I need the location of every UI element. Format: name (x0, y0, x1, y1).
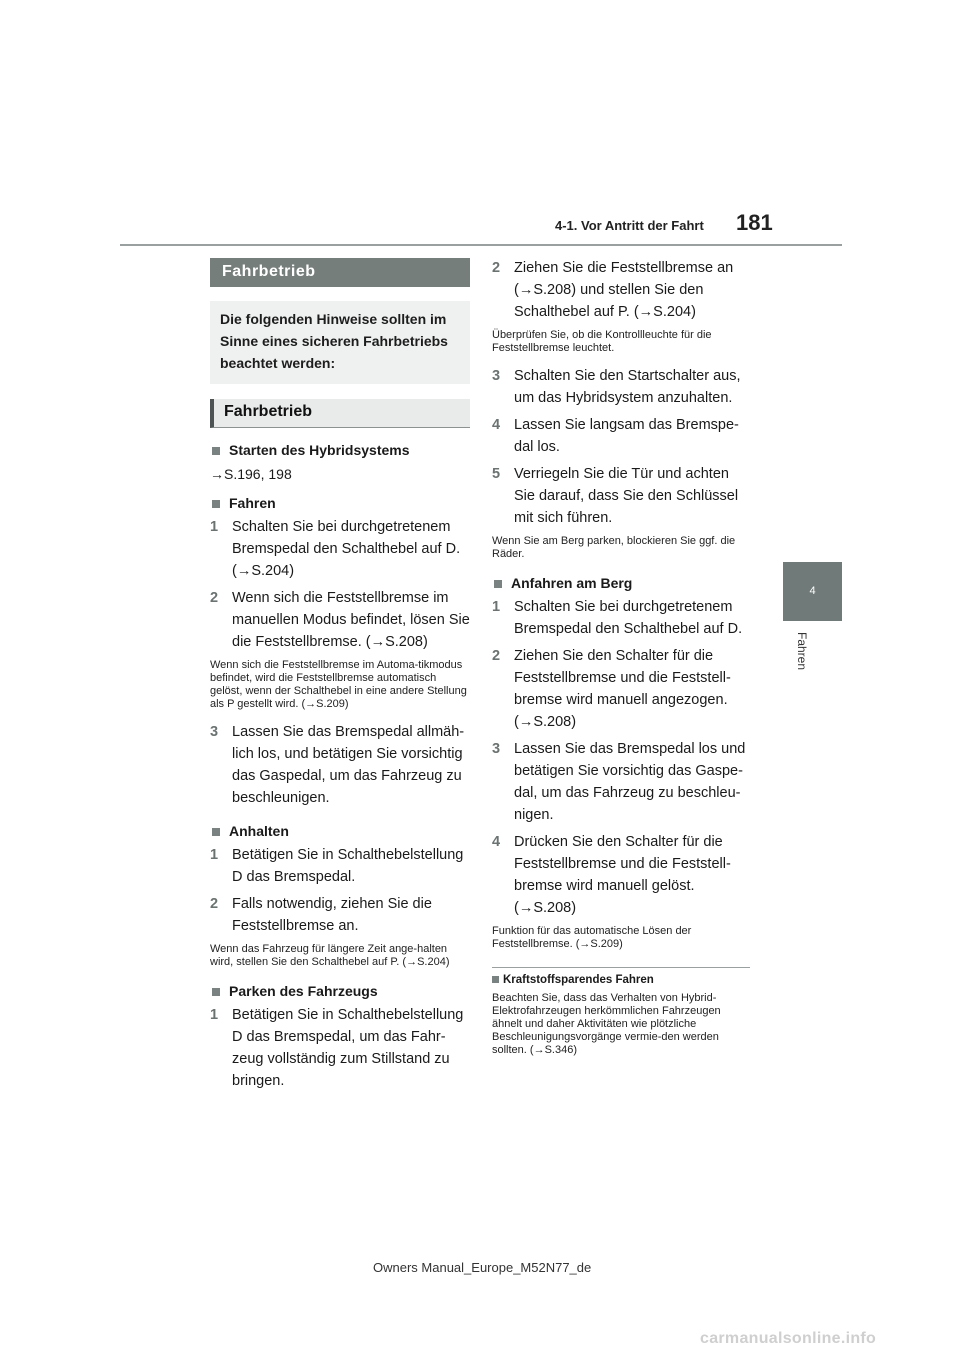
note-text: Überprüfen Sie, ob die Kontrollleuchte für die Feststellbremse leuchtet. (492, 329, 712, 354)
topic-heading-start: Starten des Hybridsystems (210, 442, 470, 458)
note-text: Wenn Sie am Berg parken, blockieren Sie ggf. die Räder. (492, 535, 736, 560)
step-item (492, 738, 750, 826)
step-number: 2 (492, 648, 501, 664)
square-bullet-icon (212, 500, 220, 508)
section-title-bar: Fahrbetrieb (210, 258, 470, 287)
step-text: Wenn sich die Feststellbremse im manuellen Modus befindet, lösen Sie die Feststellbremse. (→S.208) (232, 590, 470, 650)
page-number: 181 (736, 210, 773, 235)
square-bullet-icon (212, 988, 220, 996)
chapter-tab-label: Fahren (795, 632, 809, 671)
chapter-tab: 4 (783, 562, 842, 621)
step-item (210, 721, 470, 809)
step-number: 3 (492, 741, 501, 757)
step-text: Lassen Sie das Bremspedal allmäh-lich los, und betätigen Sie vorsichtig das Gaspedal, um das Fahrzeug zu beschleunigen. (232, 724, 465, 806)
step-number: 1 (210, 1007, 219, 1023)
step-text: Falls notwendig, ziehen Sie die Feststellbremse an. (232, 896, 432, 934)
info-heading: Kraftstoffsparendes Fahren (492, 974, 750, 986)
square-bullet-icon (492, 976, 499, 983)
step-number: 1 (210, 519, 219, 535)
step-number: 2 (210, 896, 219, 912)
subsection-heading: Fahrbetrieb (210, 399, 470, 428)
intro-box: Die folgenden Hinweise sollten im Sinne eines sicheren Fahrbetriebs beachtet werden: (210, 301, 470, 384)
step-text: Betätigen Sie in Schalthebelstellung D das Bremspedal, um das Fahr-zeug vollständig zum Stillstand zu bringen. (232, 1007, 464, 1089)
step-item (492, 463, 750, 529)
step-number: 1 (210, 847, 219, 863)
topic-heading-stop: Anhalten (210, 823, 470, 839)
square-bullet-icon (212, 447, 220, 455)
step-item (492, 596, 750, 640)
step-text: Betätigen Sie in Schalthebelstellung D das Bremspedal. (232, 847, 464, 885)
step-item (492, 831, 750, 919)
note-text: Wenn sich die Feststellbremse im Automa-tikmodus befindet, wird die Feststellbremse automatisch gelöst, wenn der Schalthebel in eine andere Stellung als P gestellt wird. (→S.209) (210, 659, 467, 710)
step-number: 5 (492, 466, 501, 482)
step-number: 2 (210, 590, 219, 606)
step-number: 3 (492, 368, 501, 384)
step-text: Drücken Sie den Schalter für die Feststellbremse und die Feststell-bremse wird manuell gelöst. (→S.208) (514, 834, 731, 916)
cross-reference: →S.196, 198 (210, 466, 292, 482)
step-number: 4 (492, 834, 501, 850)
step-number: 1 (492, 599, 501, 615)
step-item (492, 645, 750, 733)
step-text: Ziehen Sie den Schalter für die Feststellbremse und die Feststell-bremse wird manuell angezogen. (→S.208) (514, 648, 731, 730)
header-divider (120, 244, 842, 246)
step-item (210, 1004, 470, 1092)
step-text: Schalten Sie den Startschalter aus, um das Hybridsystem anzuhalten. (514, 368, 741, 406)
topic-heading-hill: Anfahren am Berg (492, 575, 750, 591)
step-text: Lassen Sie das Bremspedal los und betätigen Sie vorsichtig das Gaspe-dal, um das Fahrzeug zu beschleu-nigen. (514, 741, 746, 823)
step-text: Ziehen Sie die Feststellbremse an (→S.208) und stellen Sie den Schalthebel auf P. (→S.204) (514, 260, 734, 320)
step-item (492, 257, 750, 323)
right-column (492, 252, 750, 1057)
step-item (210, 587, 470, 653)
step-item (492, 365, 750, 409)
step-text: Schalten Sie bei durchgetretenem Bremspedal den Schalthebel auf D. (514, 599, 743, 637)
info-text: Beachten Sie, dass das Verhalten von Hybrid-Elektrofahrzeugen herkömmlichen Fahrzeugen ähnelt und daher Aktivitäten wie plötzliche Beschleunigungsvorgänge vermie-den werden sollten. (→S.346) (492, 992, 721, 1056)
step-number: 4 (492, 417, 501, 433)
square-bullet-icon (212, 828, 220, 836)
step-text: Verriegeln Sie die Tür und achten Sie darauf, dass Sie den Schlüssel mit sich führen. (514, 466, 739, 526)
note-text: Wenn das Fahrzeug für längere Zeit ange-halten wird, stellen Sie den Schalthebel auf P. (→S.204) (210, 943, 450, 968)
running-header-section: 4-1. Vor Antritt der Fahrt (555, 218, 704, 233)
document-id: Owners Manual_Europe_M52N77_de (373, 1260, 592, 1275)
info-divider (492, 967, 750, 968)
step-number: 2 (492, 260, 501, 276)
left-column (210, 258, 470, 1092)
step-text: Schalten Sie bei durchgetretenem Bremspedal den Schalthebel auf D. (→S.204) (232, 519, 461, 579)
watermark: carmanualsonline.info (700, 1330, 877, 1347)
step-item (210, 844, 470, 888)
step-item (492, 414, 750, 458)
step-item (210, 516, 470, 582)
note-text: Funktion für das automatische Lösen der Feststellbremse. (→S.209) (492, 925, 692, 950)
step-item (210, 893, 470, 937)
topic-heading-drive: Fahren (210, 495, 470, 511)
square-bullet-icon (494, 580, 502, 588)
step-number: 3 (210, 724, 219, 740)
step-text: Lassen Sie langsam das Bremspe-dal los. (514, 417, 739, 455)
topic-heading-park: Parken des Fahrzeugs (210, 983, 470, 999)
